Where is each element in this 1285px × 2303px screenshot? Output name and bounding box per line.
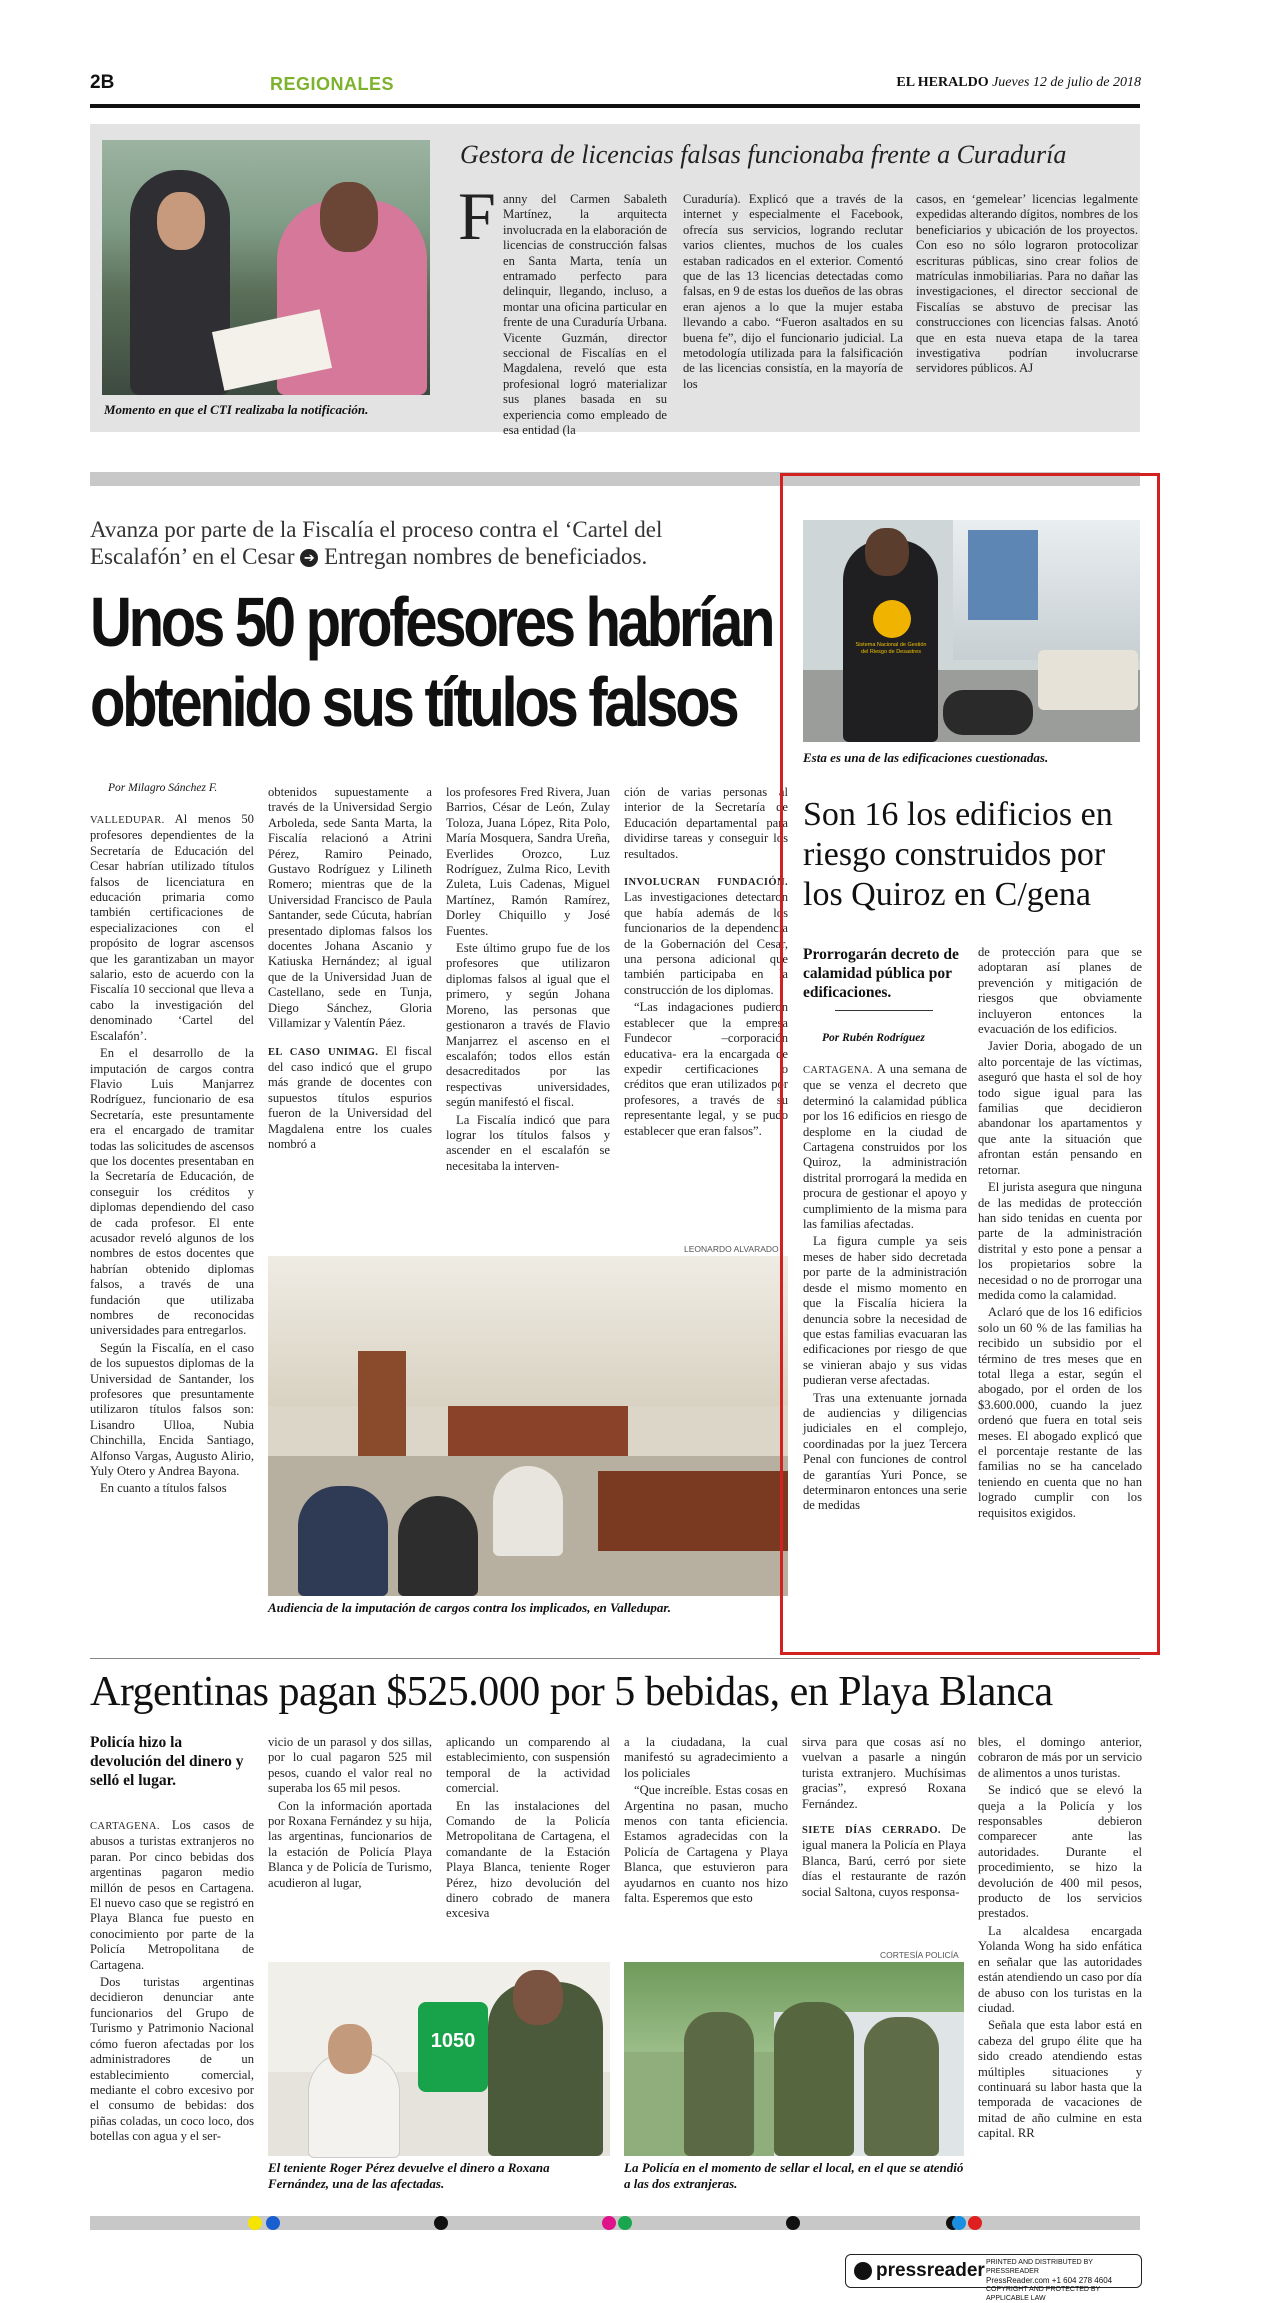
story4-col1: CARTAGENA. Los casos de abusos a turistas extranjeros no paran. Por cinco bebidas dos argentinas pagaron medio millón de pesos en Cartagena. El nuevo caso que se registró en Playa Blanca fue puesto en conocimiento por parte de la Policía Metropolitana de Cartagena. Dos turistas argentinas decidieron denunciar ante funcionarios del Grupo de Turismo y Patrimonio Nacional cómo fueron afectadas por los administradores de un establecimiento comercial, mediante el cobro excesivo por el consumo de bebidas: dos piñas coladas, un coco loco, dos botellas con agua y el ser- [90,1818,254,2144]
story2-kicker-line2: Escalafón’ en el Cesar ➔ Entregan nombres de beneficiados. [90,544,648,569]
section-label: REGIONALES [270,74,395,94]
story2-col1: VALLEDUPAR. Al menos 50 profesores dependientes de la Secretaría de Educación del Cesar habrían utilizado títulos falsos de licenciatura en educación primaria como también certificaciones de especializaciones con el propósito de lograr ascensos que les garantizaban un mayor salario, esto de acuerdo con la Fiscalía 10 seccional que lleva a cabo la investigación del denominado ‘Cartel del Escalafón’. En el desarrollo de la imputación de cargos contra Flavio Luis Manjarrez Rodríguez, funcionario de esa Secretaría, este presuntamente era el encargado de tramitar todas las solicitudes de ascensos que los docentes presentaban en la Secretaría de Educación, de conseguir los créditos y diplomas dependiendo del caso de cada profesor. El ente acusador reveló algunos de los nombres de estos docentes que habrían obtenido diplomas falsos, a través de una fundación que utilizaba nombres de reconocidas universidades para entregarlos. Según la Fiscalía, en el caso de los supuestos diplomas de la Universidad de Santander, los profesores que presuntamente utilizaron títulos falsos son: Lisandro Ulloa, Nubia Chinchilla, Encida Santiago, Alfonso Vargas, Augusto Alirio, Yuly Otero y Andrea Bayona. En cuanto a títulos falsos [90,812,254,1496]
story4-subhead-cerrado: SIETE DÍAS CERRADO. [802,1825,941,1837]
story1-col3: casos, en ‘gemelear’ licencias legalmente expedidas alterando dígitos, nombres de los beneficiarios y ubicación de los proyectos. Con eso no sólo lograron protocolizar escrituras públicas, sino crear folios de matrículas inmobiliarias. Para no dañar las investigaciones, el director seccional de Fiscalías se abstuvo de precisar las construcciones con licencias falsas. Anotó que en esta nueva etapa de la tarea investigativa podrían involucrarse servidores públicos. AJ [916,192,1138,376]
story4-col5: sirva para que cosas así no vuelvan a pasarle a ningún turista extranjero. Muchísimas gracias”, expresó Roxana Fernández. SIETE DÍAS CERRADO. De igual manera la Policía en Playa Blanca, Barú, cerró por siete días el restaurante de razón social Saltona, cuyos responsa- [802,1735,966,1899]
story1-caption: Momento en que el CTI realizaba la notificación. [104,402,369,417]
building-window-blue [968,530,1038,620]
woman-face [320,182,378,252]
story1-drop-cap: F [458,178,496,254]
cti-agent-face [157,192,205,250]
pressreader-logo-icon [854,2262,872,2280]
story3-headline: Son 16 los edificios en riesgo construidos por los Quiroz en C/gena [803,796,1113,913]
motorcycle [943,690,1033,735]
story4-deck: Policía hizo la devolución del dinero y selló el lugar. [90,1734,244,1789]
story2-kicker-line1: Avanza por parte de la Fiscalía el proceso contra el ‘Cartel del [90,517,663,542]
story3-deck: Prorrogarán decreto de calamidad pública por edificaciones. [803,946,959,1001]
story3-col1: CARTAGENA. A una semana de que se venza el decreto que determinó la calamidad pública por los 16 edificios en riesgo de desplome en la ciudad de Cartagena construidos por los Quiroz, la administración distrital prorrogará la medida en procura de gestionar el apoyo y cumplimiento de la misma para las familias afectadas. La figura cumple ya seis meses de haber sido decretada por parte de la administración desde el mismo momento en que la Fiscalía hiciera la denuncia sobre la necesidad de que estas familias evacuaran las edificaciones por riesgo de que se vinieran abajo y sus vidas pudieran verse afectadas. Tras una extenuante jornada de audiencias y diligencias judiciales en el complejo, coordinadas por la juez Tercera Penal con funciones de control de garantías Yuri Ponce, se determinaron entonces una serie de medidas [803,1062,967,1513]
attendee-figure-3 [493,1466,563,1556]
police-officer-3 [864,2017,939,2156]
story4-col4: a la ciudadana, la cual manifestó su agradecimiento a los policiales “Que increíble. Estas cosas en Argentina no pasan, mucho menos con tanta eficiencia. Estamos agradecidas con la Policía de Cartagena y Playa Blanca, que estuvieron para ayudarnos en cuanto nos hizo falta. Esperemos que esto [624,1735,788,1906]
story4-caption2: La Policía en el momento de sellar el local, en el que se atendió a las dos extranjeras. [624,2160,964,2191]
police-officer-1 [684,2012,754,2156]
page-number: 2B [90,72,115,93]
story4-caption1: El teniente Roger Pérez devuelve el dinero a Roxana Fernández, una de las afectadas. [268,2160,550,2191]
story2-photo-credit: LEONARDO ALVARADO [684,1244,779,1254]
arrow-right-icon: ➔ [300,549,318,567]
registration-dot-blue [266,2216,280,2230]
defense-table [598,1471,788,1551]
story2-kicker [90,516,780,570]
story4-photo2 [624,1962,964,2156]
story2-headline-line2: obtenido sus títulos falsos [90,663,737,741]
story1-photo [102,140,430,395]
story2-col2: obtenidos supuestamente a través de la Universidad Sergio Arboleda, sede Santa Marta, la Fiscalía relacionó a Atrini Pérez, Ramiro Peinado, Gustavo Rodríguez y Lilineth Romero; mientras que de la Universidad Francisco de Paula Santander, sede Cúcuta, habrían presentado diplomas falsos los docentes Johana Ascanio y Katiuska Hernández; al igual que de la Universidad Juan de Castellano, sede en Tunja, Diego Sánchez, Gloria Villamizar y Valentín Páez. EL CASO UNIMAG. El fiscal del caso indicó que el grupo más grande de docentes con supuestos títulos espurios fueron de la Universidad del Magdalena entre los cuales nombró a [268,785,432,1151]
story2-byline: Por Milagro Sánchez F. [108,782,218,794]
officer-head [513,1970,563,2025]
issue-date: Jueves 12 de julio de 2018 [992,75,1141,90]
woman-seated-head [328,2024,372,2074]
story3-caption: Esta es una de las edificaciones cuestionadas. [803,750,1049,765]
pressreader-badge[interactable] [845,2254,1142,2302]
story2-dateline: VALLEDUPAR. [90,815,165,826]
masthead [896,75,1141,91]
header-rule [90,104,1140,108]
pressreader-info: PRINTED AND DISTRIBUTED BY PRESSREADER PressReader.com +1 604 278 4604 COPYRIGHT AND PROTECTED BY APPLICABLE LAW [986,2259,1113,2302]
story4-dateline: CARTAGENA. [90,1821,160,1832]
registration-dot-magenta [602,2216,616,2230]
vest-text: Sistema Nacional de Gestión del Riesgo de Desastres [855,642,927,655]
story1-headline: Gestora de licencias falsas funcionaba frente a Curaduría [460,140,1067,169]
registration-dot-red [968,2216,982,2230]
registration-dot-black-2 [786,2216,800,2230]
story4-photo2-credit: CORTESÍA POLICÍA [880,1950,959,1960]
courtroom-door [358,1351,406,1456]
story1-col1: anny del Carmen Sabaleth Martínez, la arquitecta involucrada en la elaboración de licencias de construcción falsas en Santa Marta, tenía un entramado perfecto para delinquir, llegando, incluso, a montar una oficina particular en frente de una Curaduría Urbana. Vicente Guzmán, director seccional de Fiscalías en el Magdalena, reveló que esta profesional logró materializar sus planes basada en su experiencia como empleado de esa entidad (la [503,192,667,438]
story2-col4: ción de varias personas al interior de la Secretaría de Educación departamental para dividirse tareas y conseguir los resultados. INVOLUCRAN FUNDACIÓN. Las investigaciones detectaron que había además de los funcionarios de la dependencia de la Gobernación del Cesar, una persona adicional que también participaba en la construcción de los diplomas. “Las indagaciones pudieron establecer que la empresa Fundecor –corporación educativa- era la encargada de expedir certificaciones o créditos que eran utilizados por profesores, a través de su representante legal, y se pudo establecer que eran falsos”. [624,785,788,1138]
pressreader-brand: pressreader [876,2260,985,2281]
story2-headline [90,582,773,742]
registration-dot-black [434,2216,448,2230]
story1-col2: Curaduría). Explicó que a través de la internet y especialmente el Facebook, ofrecía sus servicios, logrando reclutar varios clientes, muchos de los cuales estaban radicados en el exterior. Comentó que de las 13 licencias detectadas como falsas, en 9 de estas los dueños de las obras eran ajenos a lo que la mujer estaba llevando a cabo. “Fueron asaltados en su buena fe”, dijo el funcionario judicial. La metodología utilizada para la falsificación de las licencias consistía, en la mayoría de los [683,192,903,391]
vest-logo [873,600,911,638]
attendee-figure [298,1486,388,1596]
registration-dot-yellow [248,2216,262,2230]
truck [1038,650,1138,710]
story4-headline: Argentinas pagan $525.000 por 5 bebidas, en Playa Blanca [90,1669,1053,1715]
sign-number: 1050 [430,2030,476,2052]
registration-dot-cyan [952,2216,966,2230]
story3-building-photo [803,520,1140,742]
courtroom-wall [268,1256,788,1406]
story4-col3: aplicando un comparendo al establecimiento, con suspensión temporal de la actividad comercial. En las instalaciones del Comando de la Policía Metropolitana de Cartagena, el comandante de la Estación Playa Blanca, teniente Roger Pérez, hizo devolución del dinero cobrado de manera excesiva [446,1735,610,1921]
story4-photo1 [268,1962,610,2156]
story4-top-rule [90,1658,1140,1659]
newspaper-name: EL HERALDO [896,75,989,90]
story3-col2: de protección para que se adoptaran así planes de prevención y mitigación de riesgos que obviamente incluyeron entonces la evacuación de los edificios. Javier Doria, abogado de un alto porcentaje de las víctimas, aseguró que hasta el sol de hoy todo sigue igual para las familias que decidieron abandonar los apartamentos y que ante la situación que afrontan están pensando en retornar. El jurista asegura que ninguna de las medidas de protección han sido tenidas en cuenta por parte de la administración distrital y esto pone a pensar a los propietarios sobre la necesidad o no de prorrogar una medida como la calamidad. Aclaró que de los 16 edificios solo un 60 % de las familias ha recibido un subsidio por el término de tres meses que en total llega a estar, según el abogado, por el orden de los $3.600.000, cuando la juez ordenó que fuera en total seis meses. El abogado explicó que el porcentaje restante de las familias no se ha cancelado teniendo en cuenta que no han logrado cumplir con los requisitos exigidos. [978,945,1142,1520]
story3-byline: Por Rubén Rodríguez [822,1032,925,1044]
story2-subhead-fundacion: INVOLUCRAN FUNDACIÓN. [624,877,788,889]
story3-dateline: CARTAGENA. [803,1065,873,1076]
registration-dot-green [618,2216,632,2230]
story2-subhead-unimag: EL CASO UNIMAG. [268,1046,379,1058]
story4-col2: vicio de un parasol y dos sillas, por lo cual pagaron 525 mil pesos, cuando el valor real no superaba los 65 mil pesos. Con la información aportada por Roxana Fernández y su hija, las argentinas, funcionarios de la estación de Policía Playa Blanca y de Policía de Turismo, acudieron al lugar, [268,1735,432,1890]
story2-courtroom-photo [268,1256,788,1596]
story4-col6: bles, el domingo anterior, cobraron de más por un servicio de alimentos a unos turistas. Se indicó que se elevó la queja a la Policía y los responsables debieron comparecer ante las autoridades. Durante el procedimiento, se hizo la devolución de 400 mil pesos, producto de los servicios prestados. La alcaldesa encargada Yolanda Wong ha sido enfática en señalar que las autoridades están atendiendo un caso por día de abuso con los turistas en la ciudad. Señala que esta labor está en cabeza del grupo élite que ha sido creado atendiendo estas múltiples situaciones y continuará su labor hasta que la temporada de vacaciones de mitad de año culmine en esta capital. RR [978,1735,1143,2141]
story3-deck-rule [835,1010,933,1011]
story2-col3: los profesores Fred Rivera, Juan Barrios, César de León, Zulay Toloza, Juana López, Rita Polo, María Mosquera, Sandra Ureña, Everlides Orozco, Luz Rodríguez, Zulma Rico, Levith Zuleta, Luis Cadenas, Miguel Martínez, Ramón Ramírez, Dorley Chiquillo y José Fuentes. Este último grupo fue de los profesores que utilizaron diplomas falsos al igual que el primero, y según Johana Moreno, las personas que gestionaron a través de Flavio Manjarrez el ascenso en el escalafón; todos ellos están desacreditados por las respectivas universidades, según manifestó el fiscal. La Fiscalía indicó que para lograr los títulos falsos y ascender en el escalafón se necesitaba la interven- [446,785,610,1173]
police-officer-2 [774,2002,854,2156]
inspector-head [865,528,909,576]
story2-headline-line1: Unos 50 profesores habrían [90,583,773,661]
story2-caption: Audiencia de la imputación de cargos contra los implicados, en Valledupar. [268,1600,672,1615]
attendee-figure-2 [398,1496,478,1596]
